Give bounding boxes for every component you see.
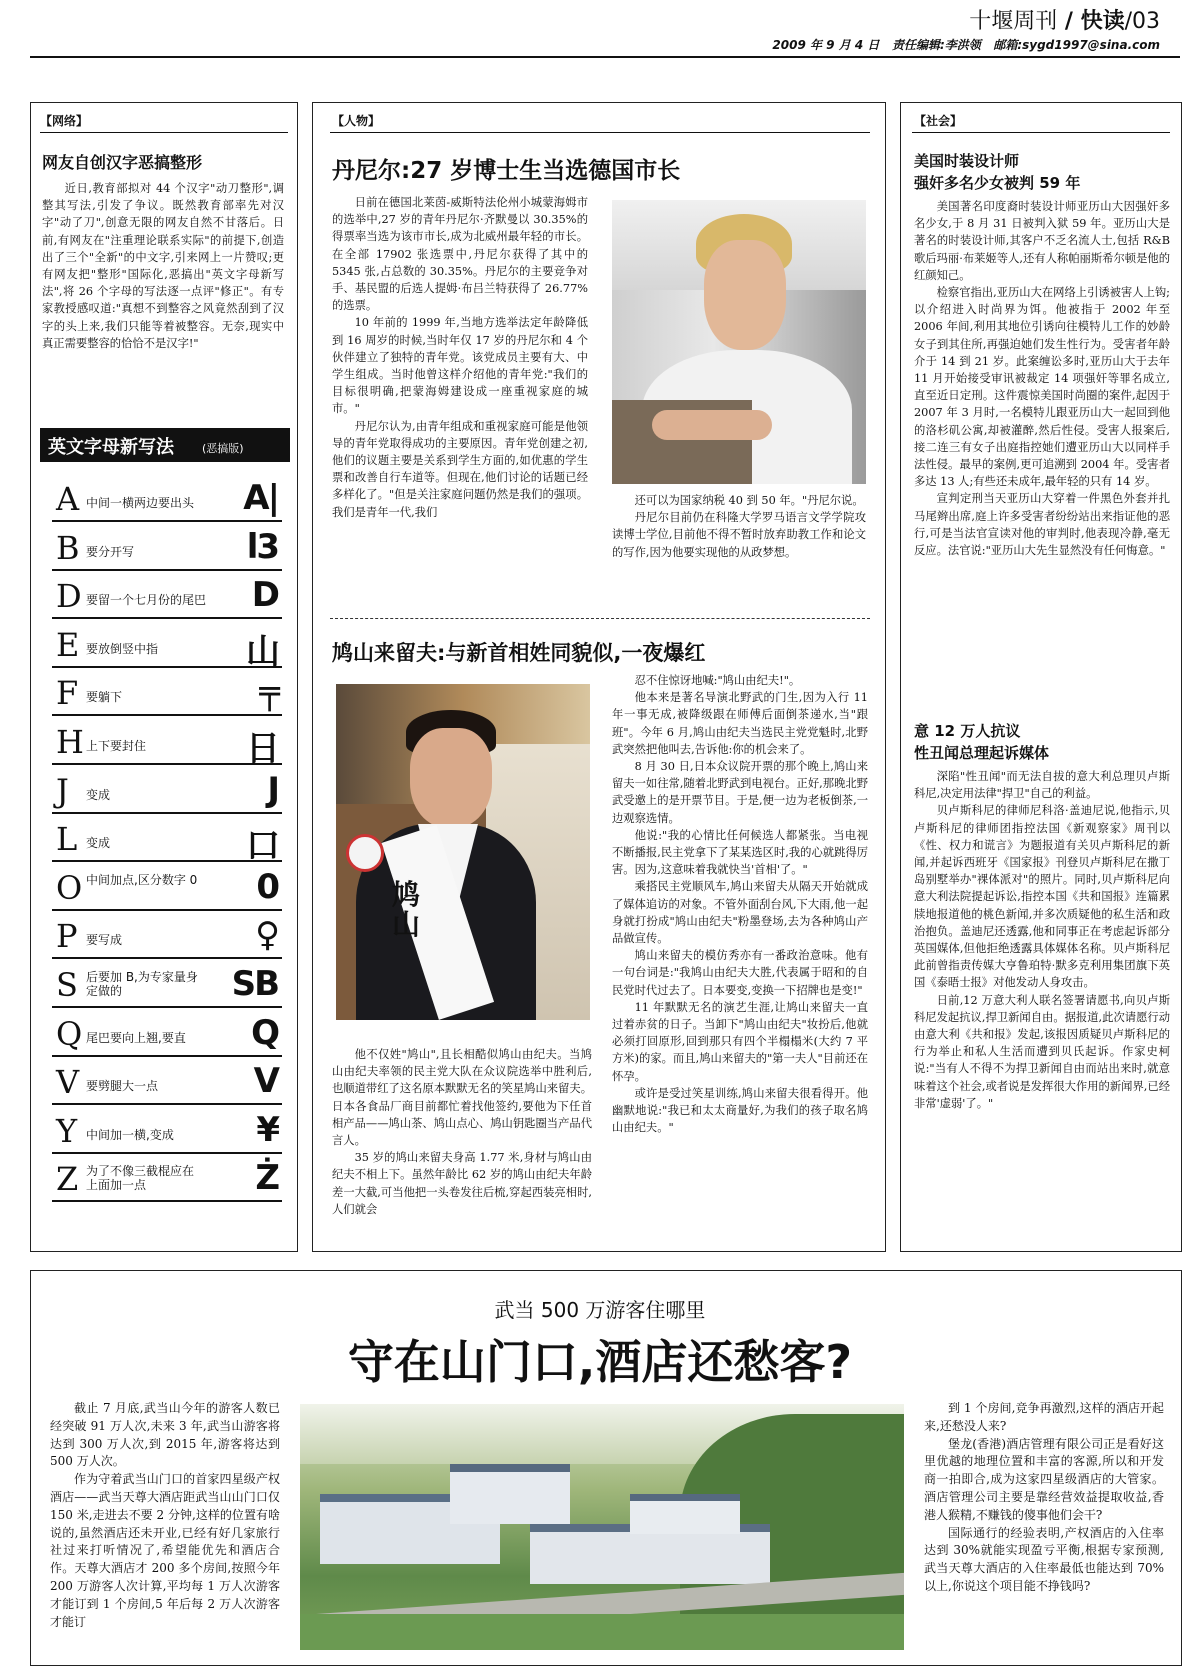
letter-original: O	[56, 868, 83, 907]
right-article-2-text	[914, 768, 1170, 1112]
daniel-article-left	[332, 194, 588, 602]
mid-tag: 【人物】	[332, 114, 381, 128]
letter-new-form: ♀	[255, 915, 278, 956]
daniel-photo	[612, 200, 866, 484]
paragraph: 鸠山来留夫的模仿秀亦有一番政治意味。他有一句台词是:"我鸠山由纪夫大胜,代表属于昭和的自民党时代过去了。日本要变,变换一下招牌也是变!"	[612, 949, 868, 997]
masthead: 十堰周刊 / 快读/03	[969, 9, 1160, 34]
mid-headline-1: 丹尼尔:27 岁博士生当选德国市长	[332, 158, 681, 184]
letter-description: 中间加点,区分数字 0	[86, 872, 198, 887]
paragraph: 还可以为国家纳税 40 到 50 年。"丹尼尔说。	[634, 494, 864, 507]
letter-description: 中间一横两边要出头	[86, 496, 195, 510]
letter-row	[52, 1009, 282, 1057]
letter-description: 尾巴要向上翘,要直	[86, 1030, 186, 1045]
email: 邮箱:sygd1997@sina.com	[993, 38, 1160, 52]
bottom-right-body	[924, 1400, 1164, 1596]
mid-tag-rule	[330, 132, 870, 133]
paragraph: 日前,12 万意大利人联名签署请愿书,向贝卢斯科尼发起抗议,捍卫新闻自由。据报道,此次请愿行动由意大利《共和报》发起,该报因质疑贝卢斯科尼的行为举止和私人生活而遭到贝氏起诉。作家史柯说:"当有人不得不为捍卫新闻自由而站出来时,就意味着这个社会,或者说是发挥很大作用的新闻界,已经非常'虚弱'了。"	[914, 993, 1170, 1110]
letter-row	[52, 863, 282, 911]
right-tag: 【社会】	[914, 114, 963, 128]
header-rule	[30, 56, 1180, 58]
letter-new-form: D	[251, 575, 278, 616]
dateline	[772, 36, 1160, 53]
paragraph: 宣判定刑当天亚历山大穿着一件黑色外套并扎马尾辫出席,庭上许多受害者纷纷站出来指证他的恶行,可是当法官宣读对他的审判时,他表现冷静,毫无反应。法官说:"亚历山大先生显然没有任何悔意。"	[914, 492, 1170, 558]
letter-row	[52, 474, 282, 522]
daniel-text-left	[332, 194, 588, 521]
paragraph: 乘搭民主党顺风车,鸠山来留夫从隔天开始就成了媒体追访的对象。不管外面刮台风,下大雨,他一起身就打扮成"鸠山由纪夫"粉墨登场,去为各种鸠山产品做宣传。	[612, 880, 868, 946]
letter-original: V	[56, 1063, 80, 1102]
paragraph: 日前在德国北莱茵-威斯特法伦州小城蒙海姆市的选举中,27 岁的青年丹尼尔·齐默曼以 30.35%的得票率当选为该市市长,成为北威州最年轻的市长。在全部 17902 张选票中,丹尼尔获得了其中的 5345 张,占总数的 30.35%。丹尼尔的主要竞争对手、基民盟的后选人提姆·布吕兰特获得了 26.77%的选票。	[332, 196, 588, 313]
letter-row	[52, 1057, 282, 1105]
sash-text: 鸠山	[392, 878, 421, 941]
letter-original: L	[56, 820, 78, 859]
letter-new-form: 口	[246, 826, 278, 867]
paragraph: 忍不住惊讶地喊:"鸠山由纪夫!"。	[634, 674, 801, 687]
daniel-text-right	[612, 492, 866, 561]
letter-new-form: 0	[256, 866, 278, 907]
paragraph: 10 年前的 1999 年,当地方选举法定年龄降低到 16 周岁的时候,当时年仅 17 岁的丹尼尔和 4 个伙伴建立了独特的青年党。该党成员主要有大、中学生组成。当时他曾这样介绍他的青年党:"我们的目标很明确,把蒙海姆建设成一座重视家庭的城市。"	[332, 316, 588, 416]
paragraph: 或许是受过笑星训练,鸠山来留夫很看得开。他幽默地说:"我已和太太商量好,为我们的孩子取名鸠山由纪夫。"	[612, 1086, 868, 1135]
letter-description: 中间加一横,变成	[86, 1127, 174, 1142]
left-tag-rule	[40, 132, 288, 133]
letter-row	[52, 523, 282, 571]
issue-date: 2009 年 9 月 4 日	[772, 38, 880, 52]
hatoyama-photo	[336, 684, 590, 1020]
letter-description: 要写成	[86, 933, 123, 948]
paragraph: 到 1 个房间,竞争再激烈,这样的酒店开起来,还愁没人来?	[924, 1401, 1164, 1433]
letter-original: Z	[56, 1160, 79, 1199]
paragraph: 丹尼尔目前仍在科隆大学罗马语言文学学院攻读博士学位,目前他不得不暂时放弃助教工作和论文的写作,因为他要实现他的从政梦想。	[612, 511, 866, 559]
right-tag-rule	[912, 132, 1170, 133]
hatoyama-article-left	[332, 1046, 592, 1242]
letter-new-form: ╤	[259, 672, 278, 713]
left-tag: 【网络】	[40, 114, 89, 128]
letter-row	[52, 620, 282, 672]
left-headline: 网友自创汉字恶搞整形	[42, 153, 203, 172]
letter-new-form: l3	[246, 526, 278, 567]
letter-original: A	[56, 480, 80, 518]
paragraph: 截止 7 月底,武当山今年的游客人数已经突破 91 万人次,未来 3 年,武当山游客将达到 300 万人次,到 2015 年,游客将达到 500 万人次。	[50, 1401, 280, 1469]
left-body-text	[42, 180, 284, 352]
letter-original: S	[56, 966, 78, 1004]
letter-original: P	[56, 917, 78, 956]
letter-new-form: V	[253, 1061, 278, 1102]
letter-description: 要劈腿大一点	[86, 1079, 159, 1094]
mid-headline-2: 鸠山来留夫:与新首相姓同貌似,一夜爆红	[332, 641, 706, 665]
letter-new-form: Ż	[255, 1158, 278, 1199]
paragraph: 11 年默默无名的演艺生涯,让鸠山来留夫一直过着赤贫的日子。当卸下"鸠山由纪夫"妆扮后,他就必须打回原形,回到那只有四个半榻榻米(大约 7 平方米)的家。而且,鸠山来留夫的"第一夫人"目前还在怀孕。	[612, 1000, 868, 1083]
right-headline-2b: 性丑闻总理起诉媒体	[914, 744, 1050, 762]
letters-box-title	[40, 428, 290, 462]
bottom-right-text	[924, 1400, 1164, 1658]
letter-new-form: Q	[251, 1012, 278, 1053]
paper-name: 十堰周刊	[969, 9, 1058, 34]
right-article-1	[914, 198, 1170, 712]
right-headline-1a: 美国时装设计师	[914, 152, 1020, 170]
letter-description: 上下要封住	[86, 739, 147, 753]
letter-description: 变成	[86, 787, 111, 802]
paragraph: 检察官指出,亚历山大在网络上引诱被害人上钩;以介绍进入时尚界为饵。他被指于 2002 年至 2006 年间,利用其地位引诱向往模特儿工作的妙龄女子到其住所,再强迫她们发生性行为。受害者年龄介于 14 到 21 岁。此案缠讼多时,亚历山大于去年 11 月开始接受审讯被裁定 14 项强奸等罪名成立,直至近日定刑。这件震惊美国时尚圈的案件,起因于 2007 年 3 月时,一名模特儿跟亚历山大一起回到他的洛杉矶公寓,却被灌醉,然后性侵。受害人报案后,接二连三有女子出庭指控她们遭亚历山大以同样手法性侵。最早的案例,更可追溯到 2004 年。受害者多达 13 人;有些还未成年,最年轻的只有 14 岁。	[914, 286, 1170, 489]
paragraph: 8 月 30 日,日本众议院开票的那个晚上,鸠山来留夫一如往常,随着北野武到电视台。正好,那晚北野武受邀上的是开票节目。于是,便一边为老板倒茶,一边观察选情。	[612, 760, 868, 825]
letter-original: B	[56, 528, 80, 567]
letter-original: H	[56, 723, 84, 761]
bottom-kicker: 武当 500 万游客住哪里	[494, 1298, 706, 1322]
paragraph: 堡龙(香港)酒店管理有限公司正是看好这里优越的地理位置和丰富的客源,所以和开发商一拍即合,成为这家四星级酒店的大管家。酒店管理公司主要是靠经营效益提取收益,香港人猴精,不赚钱的傻事他们会干?	[924, 1436, 1164, 1522]
letter-row	[52, 1106, 282, 1154]
letter-new-form: 日	[246, 729, 278, 769]
letter-row	[52, 766, 282, 814]
letter-new-form: 山	[246, 631, 278, 672]
letter-description: 变成	[86, 836, 111, 851]
letter-new-form: ¥	[256, 1109, 278, 1150]
paragraph: 他说:"我的心情比任何候选人都紧张。当电视不断播报,民主党拿下了某某选区时,我的心就跳得厉害。因为,这意味着我就快当'首相'了。"	[612, 828, 868, 877]
page-number: /03	[1124, 9, 1160, 34]
letter-original: Y	[56, 1111, 78, 1150]
letter-row	[52, 814, 282, 867]
letter-row	[52, 1154, 282, 1202]
right-headline-1b: 强奸多名少女被判 59 年	[914, 174, 1081, 192]
letter-description: 要分开写	[86, 544, 135, 559]
hotel-rendering	[300, 1404, 904, 1650]
letter-row	[52, 717, 282, 769]
letters-note: (恶搞版)	[202, 442, 244, 455]
paragraph: 深陷"性丑闻"而无法自拔的意大利总理贝卢斯科尼,决定用法律"捍卫"自己的利益。	[914, 770, 1170, 801]
letter-row	[52, 911, 282, 959]
bottom-left-text	[50, 1400, 280, 1658]
paragraph: 他不仅姓"鸠山",且长相酷似鸠山由纪夫。当鸠山由纪夫率领的民主党大队在众议院选举中胜利后,也顺道带红了这名原本默默无名的笑星鸠山来留夫。日本各食品厂商目前都忙着找他签约,要他为下任首相产品——鸠山茶、鸠山点心、鸠山钥匙圈当产品代言人。	[332, 1048, 592, 1148]
bottom-headline: 守在山门口,酒店还愁客?	[347, 1335, 853, 1389]
letter-new-form: A|	[243, 478, 278, 518]
right-headline-2a: 意 12 万人抗议	[914, 722, 1021, 740]
article-divider	[330, 618, 870, 619]
letter-original: J	[56, 771, 69, 810]
paragraph: 丹尼尔认为,由青年组成和重视家庭可能是他领导的青年党取得成功的主要原因。青年党创建之初,他们的议题主要是关系到学生方面的,如优惠的学生票和改善自行车道等。但现在,他们讨论的话题已经多样化了。"但是关注家庭问题仍然是我们的强项。我们是青年一代,我们	[332, 419, 588, 519]
letters-title: 英文字母新写法	[48, 437, 174, 458]
paragraph: 国际通行的经验表明,产权酒店的入住率达到 30%就能实现盈亏平衡,根据专家预测,武当天尊大酒店的入住率最低也能达到 70%以上,你说这个项目能不挣钱吗?	[924, 1525, 1164, 1593]
letter-original: D	[56, 577, 82, 616]
letter-original: Q	[56, 1014, 83, 1053]
paragraph: 美国著名印度裔时装设计师亚历山大因强奸多名少女,于 8 月 31 日被判入狱 59 年。亚历山大是著名的时装设计师,其客户不乏名流人士,包括 R&B 歌后玛丽·布莱姬等人,还有人称帕丽斯希尔顿是他的红颜知己。	[914, 200, 1170, 282]
right-article-2	[914, 768, 1170, 1244]
letter-description: 要放倒竖中指	[86, 641, 159, 656]
letter-row	[52, 668, 282, 716]
letter-description: 后要加 B,为专家量身定做的	[86, 970, 198, 998]
letter-new-form: J	[267, 769, 278, 810]
section-name: 快读	[1080, 9, 1125, 34]
letter-original: E	[56, 625, 80, 664]
hatoyama-text-left	[332, 1046, 592, 1218]
paragraph: 作为守着武当山门口的首家四星级产权酒店——武当天尊大酒店距武当山山门口仅 150 米,走进去不要 2 分钟,这样的位置有啥说的,虽然酒店还未开业,已经有好几家旅行社过来打听情况了,希望能优先和酒店合作。天尊大酒店才 200 多个房间,按照今年 200 万游客人次计算,平均每 1 万人次游客才能订到 1 个房间,5 年后每 2 万人次游客才能订	[50, 1472, 280, 1629]
hatoyama-article-right	[612, 672, 868, 1242]
right-article-1-text	[914, 198, 1170, 559]
daniel-article-right	[612, 492, 866, 602]
paragraph: 贝卢斯科尼的律师尼科洛·盖迪尼说,他指示,贝卢斯科尼的律师团指控法国《新观察家》周刊以《性、权力和谎言》为题报道有关贝卢斯科尼的新闻,并起诉西班牙《国家报》刊登贝卢斯科尼在撒丁岛别墅举办"裸体派对"的照片。同时,贝卢斯科尼向意大利法院提起诉讼,指控本国《共和国报》连篇累牍地报道他的桃色新闻,并多次质疑他的私生活和政治抱负。盖迪尼还透露,他和同事正在考虑起诉部分英国媒体,但他拒绝透露具体媒体名称。贝卢斯科尼此前曾指责传媒大亨鲁珀特·默多克利用集团旗下英国《泰晤士报》对他发动人身攻击。	[914, 804, 1170, 990]
editor: 责任编辑:李洪领	[891, 38, 981, 52]
letter-description: 要留一个七月份的尾巴	[86, 593, 207, 608]
letter-description: 为了不像三截棍应在上面加一点	[86, 1164, 195, 1193]
letter-description: 要躺下	[86, 690, 123, 705]
paragraph: 近日,教育部拟对 44 个汉字"动刀整形",调整其写法,引发了争议。既然教育部率先对汉字"动了刀",创意无限的网友自然不甘落后。日前,有网友在"注重理论联系实际"的前提下,创造出了三个"全新"的中文字,引来网上一片赞叹;更有网友把"整形"国际化,恶搞出"英文字母新写法",将 26 个字母的写法逐一点评"修正"。有专家教授感叹道:"真想不到整容之风竟然刮到了汉字的头上来,我们只能等着被整容。无奈,现实中真正需要整容的恰恰不是汉字!"	[42, 182, 284, 350]
letter-original: F	[56, 674, 79, 713]
bottom-left-body	[50, 1400, 280, 1631]
hatoyama-text-right	[612, 672, 868, 1136]
letter-row	[52, 960, 282, 1008]
left-body	[42, 180, 284, 416]
letter-new-form: SB	[231, 964, 278, 1004]
paragraph: 他本来是著名导演北野武的门生,因为入行 11 年一事无成,被降级跟在师傅后面倒茶递水,当"跟班"。今年 6 月,鸠山由纪夫当选民主党党魁时,北野武突然把他叫去,告诉他:你的机会来了。	[612, 691, 868, 756]
letter-row	[52, 571, 282, 619]
paragraph: 35 岁的鸠山来留夫身高 1.77 米,身材与鸠山由纪夫不相上下。虽然年龄比 62 岁的鸠山由纪夫年龄差一大截,可当他把一头卷发往后梳,穿起西装亮相时,人们就会	[332, 1151, 592, 1216]
